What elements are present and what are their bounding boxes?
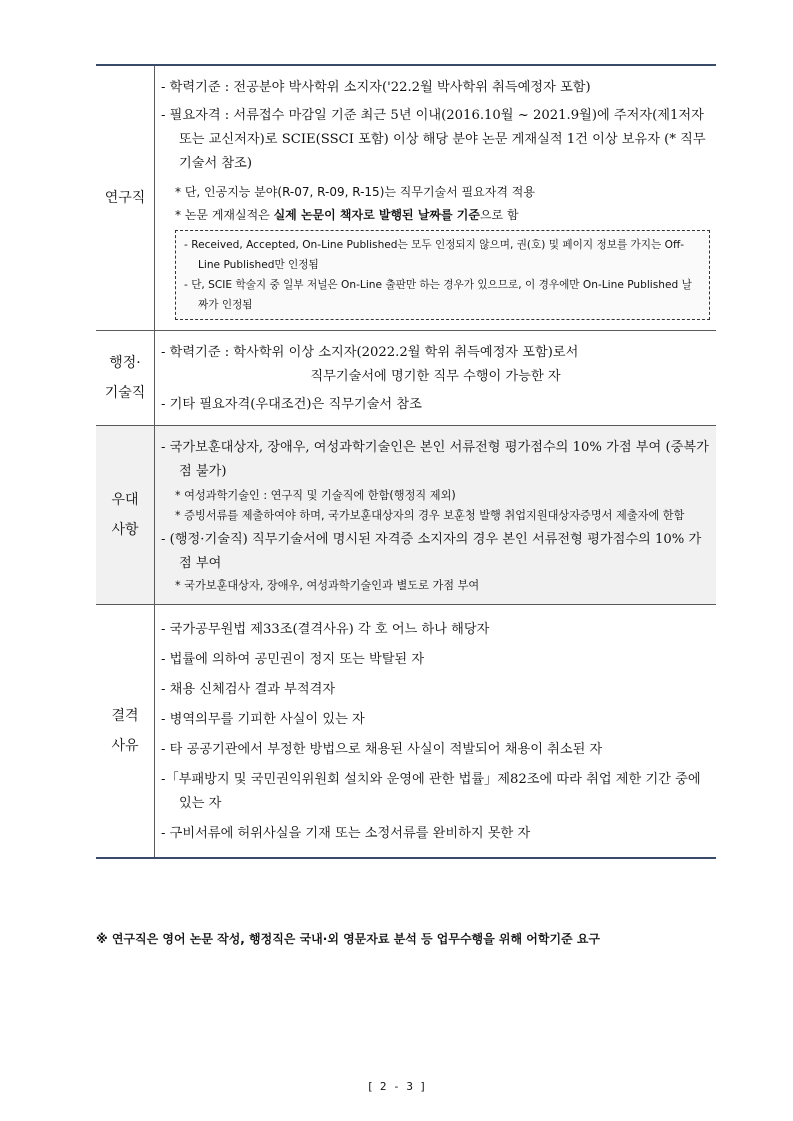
disq-item-7: - 구비서류에 허위사실을 기재 또는 소정서류를 완비하지 못한 자 (161, 826, 531, 841)
admin-education-2: 직무기술서에 명기한 직무 수행이 가능한 자 (310, 369, 561, 384)
disq-item-4: - 병역의무를 기피한 사실이 있는 자 (161, 712, 365, 727)
publication-criteria-2: - 단, SCIE 학술지 중 일부 저널은 On-Line 출판만 하는 경우가 있으므로, 이 경우에만 On-Line Published 날짜가 인정됨 (184, 279, 692, 311)
requirements-table (96, 64, 716, 859)
publication-criteria-1: - Received, Accepted, On-Line Published는 모두 인정되지 않으며, 권(호) 및 페이지 정보를 가지는 Off-Line Published만 인정됨 (184, 239, 685, 271)
row-admin (96, 331, 716, 426)
row-research (96, 65, 716, 331)
row-disqualification (96, 605, 716, 859)
disq-item-1: - 국가공무원법 제33조(결격사유) 각 호 어느 하나 해당자 (161, 622, 490, 637)
preference-item-2: - (행정·기술직) 직무기술서에 명시된 자격증 소지자의 경우 본인 서류전형 평가점수의 10% 가점 부여 (161, 532, 702, 571)
research-qualification: - 필요자격 : 서류접수 마감일 기준 최근 5년 이내(2016.10월 ~ 2021.9월)에 주저자(제1저자 또는 교신저자)로 SCIE(SSCI 포함) 이상 해당 분야 논문 게재실적 1건 이상 보유자 (* 직무기술서 참조) (161, 108, 706, 171)
content-disqualification (155, 605, 717, 859)
disq-item-2: - 법률에 의하여 공민권이 정지 또는 박탈된 자 (161, 652, 425, 667)
preference-note-3: * 국가보훈대상자, 장애우, 여성과학기술인과 별도로 가점 부여 (175, 579, 480, 592)
page-number: [ 2 - 3 ] (366, 1080, 427, 1093)
content-research (155, 65, 717, 331)
preference-note-1: * 여성과학기술인 : 연구직 및 기술직에 한함(행정직 제외) (175, 489, 456, 502)
preference-note-2: * 증빙서류를 제출하여야 하며, 국가보훈대상자의 경우 보훈청 발행 취업지원대상자증명서 제출자에 한함 (175, 509, 685, 522)
research-note-ai: * 단, 인공지능 분야(R-07, R-09, R-15)는 직무기술서 필요자격 적용 (175, 185, 535, 199)
publication-criteria-box (175, 230, 710, 320)
admin-education-1: - 학력기준 : 학사학위 이상 소지자(2022.2월 학위 취득예정자 포함)로서 (161, 345, 579, 360)
disq-item-5: - 타 공공기관에서 부정한 방법으로 채용된 사실이 적발되어 채용이 취소된 자 (161, 742, 603, 757)
admin-other: - 기타 필요자격(우대조건)은 직무기술서 참조 (161, 397, 422, 412)
category-disqualification: 결격 사유 (96, 605, 155, 859)
research-education: - 학력기준 : 전공분야 박사학위 소지자('22.2월 박사학위 취득예정자 포함) (161, 80, 591, 95)
language-footnote: ※ 연구직은 영어 논문 작성, 행정직은 국내·외 영문자료 분석 등 업무수행을 위해 어학기준 요구 (96, 932, 601, 946)
category-preference: 우대 사항 (96, 426, 155, 605)
content-admin (155, 331, 717, 426)
category-admin: 행정· 기술직 (96, 331, 155, 426)
content-preference (155, 426, 717, 605)
row-preference (96, 426, 716, 605)
disq-item-3: - 채용 신체검사 결과 부적격자 (161, 682, 336, 697)
category-research: 연구직 (96, 65, 155, 331)
disq-item-6: -「부패방지 및 국민권익위원회 설치와 운영에 관한 법률」제82조에 따라 취업 제한 기간 중에 있는 자 (161, 772, 701, 811)
preference-item-1: - 국가보훈대상자, 장애우, 여성과학기술인은 본인 서류전형 평가점수의 10% 가점 부여 (중복가점 불가) (161, 440, 709, 479)
research-note-publication: * 논문 게재실적은 실제 논문이 책자로 발행된 날짜를 기준으로 함 (175, 208, 519, 222)
